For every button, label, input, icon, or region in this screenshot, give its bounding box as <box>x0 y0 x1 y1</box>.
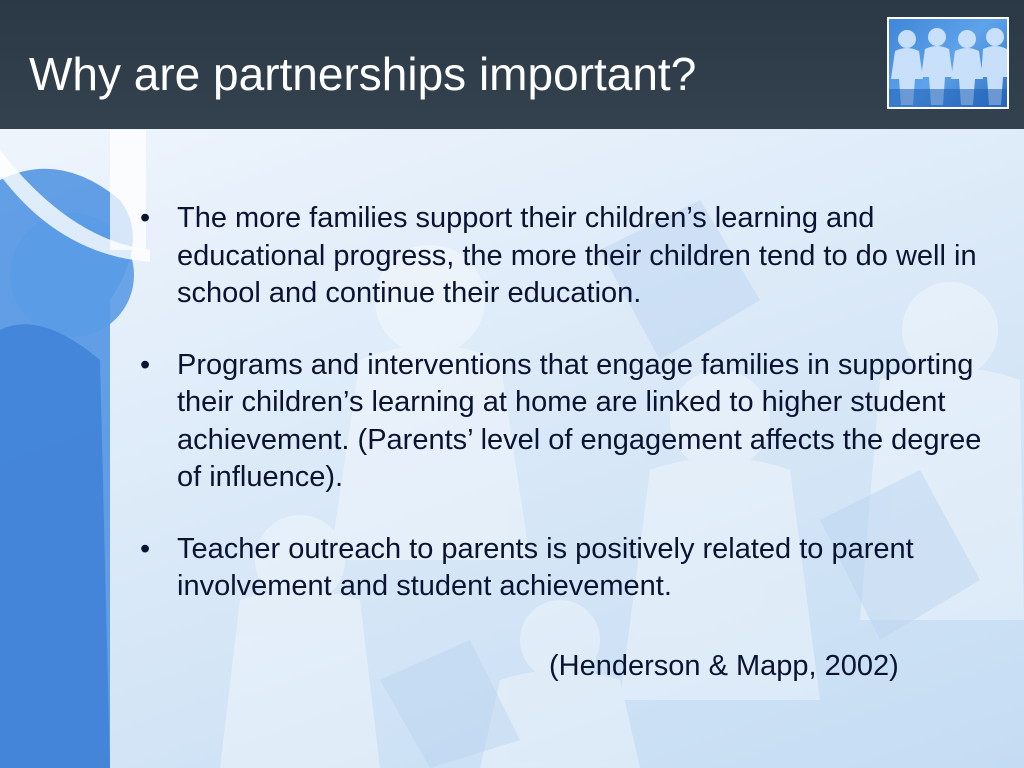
bullet-item <box>140 200 1010 313</box>
bullet-icon: • <box>140 202 151 234</box>
bullet-icon: • <box>140 348 151 381</box>
title-bar <box>0 0 1024 129</box>
bullet-item <box>140 347 1010 497</box>
paper-doll-chain-graphic <box>889 19 1007 107</box>
bullet-list <box>140 200 1010 640</box>
paper-doll-chain-icon <box>887 17 1009 109</box>
bullet-text: Teacher outreach to parents is positively related to parent involvement and student achievement. <box>177 532 914 602</box>
bullet-icon: • <box>140 532 151 565</box>
citation: (Henderson & Mapp, 2002) <box>549 650 899 682</box>
slide-title: Why are partnerships important? <box>29 48 697 100</box>
bullet-text: Programs and interventions that engage families in supporting their children’s learning at home are linked to higher student achievement. (Parents’ level of engagement affects the degree of influence). <box>177 348 982 493</box>
bullet-text: The more families support their children’s learning and educational progress, the more their children tend to do well in school and continue their education. <box>177 202 977 309</box>
bullet-item <box>140 531 1010 606</box>
